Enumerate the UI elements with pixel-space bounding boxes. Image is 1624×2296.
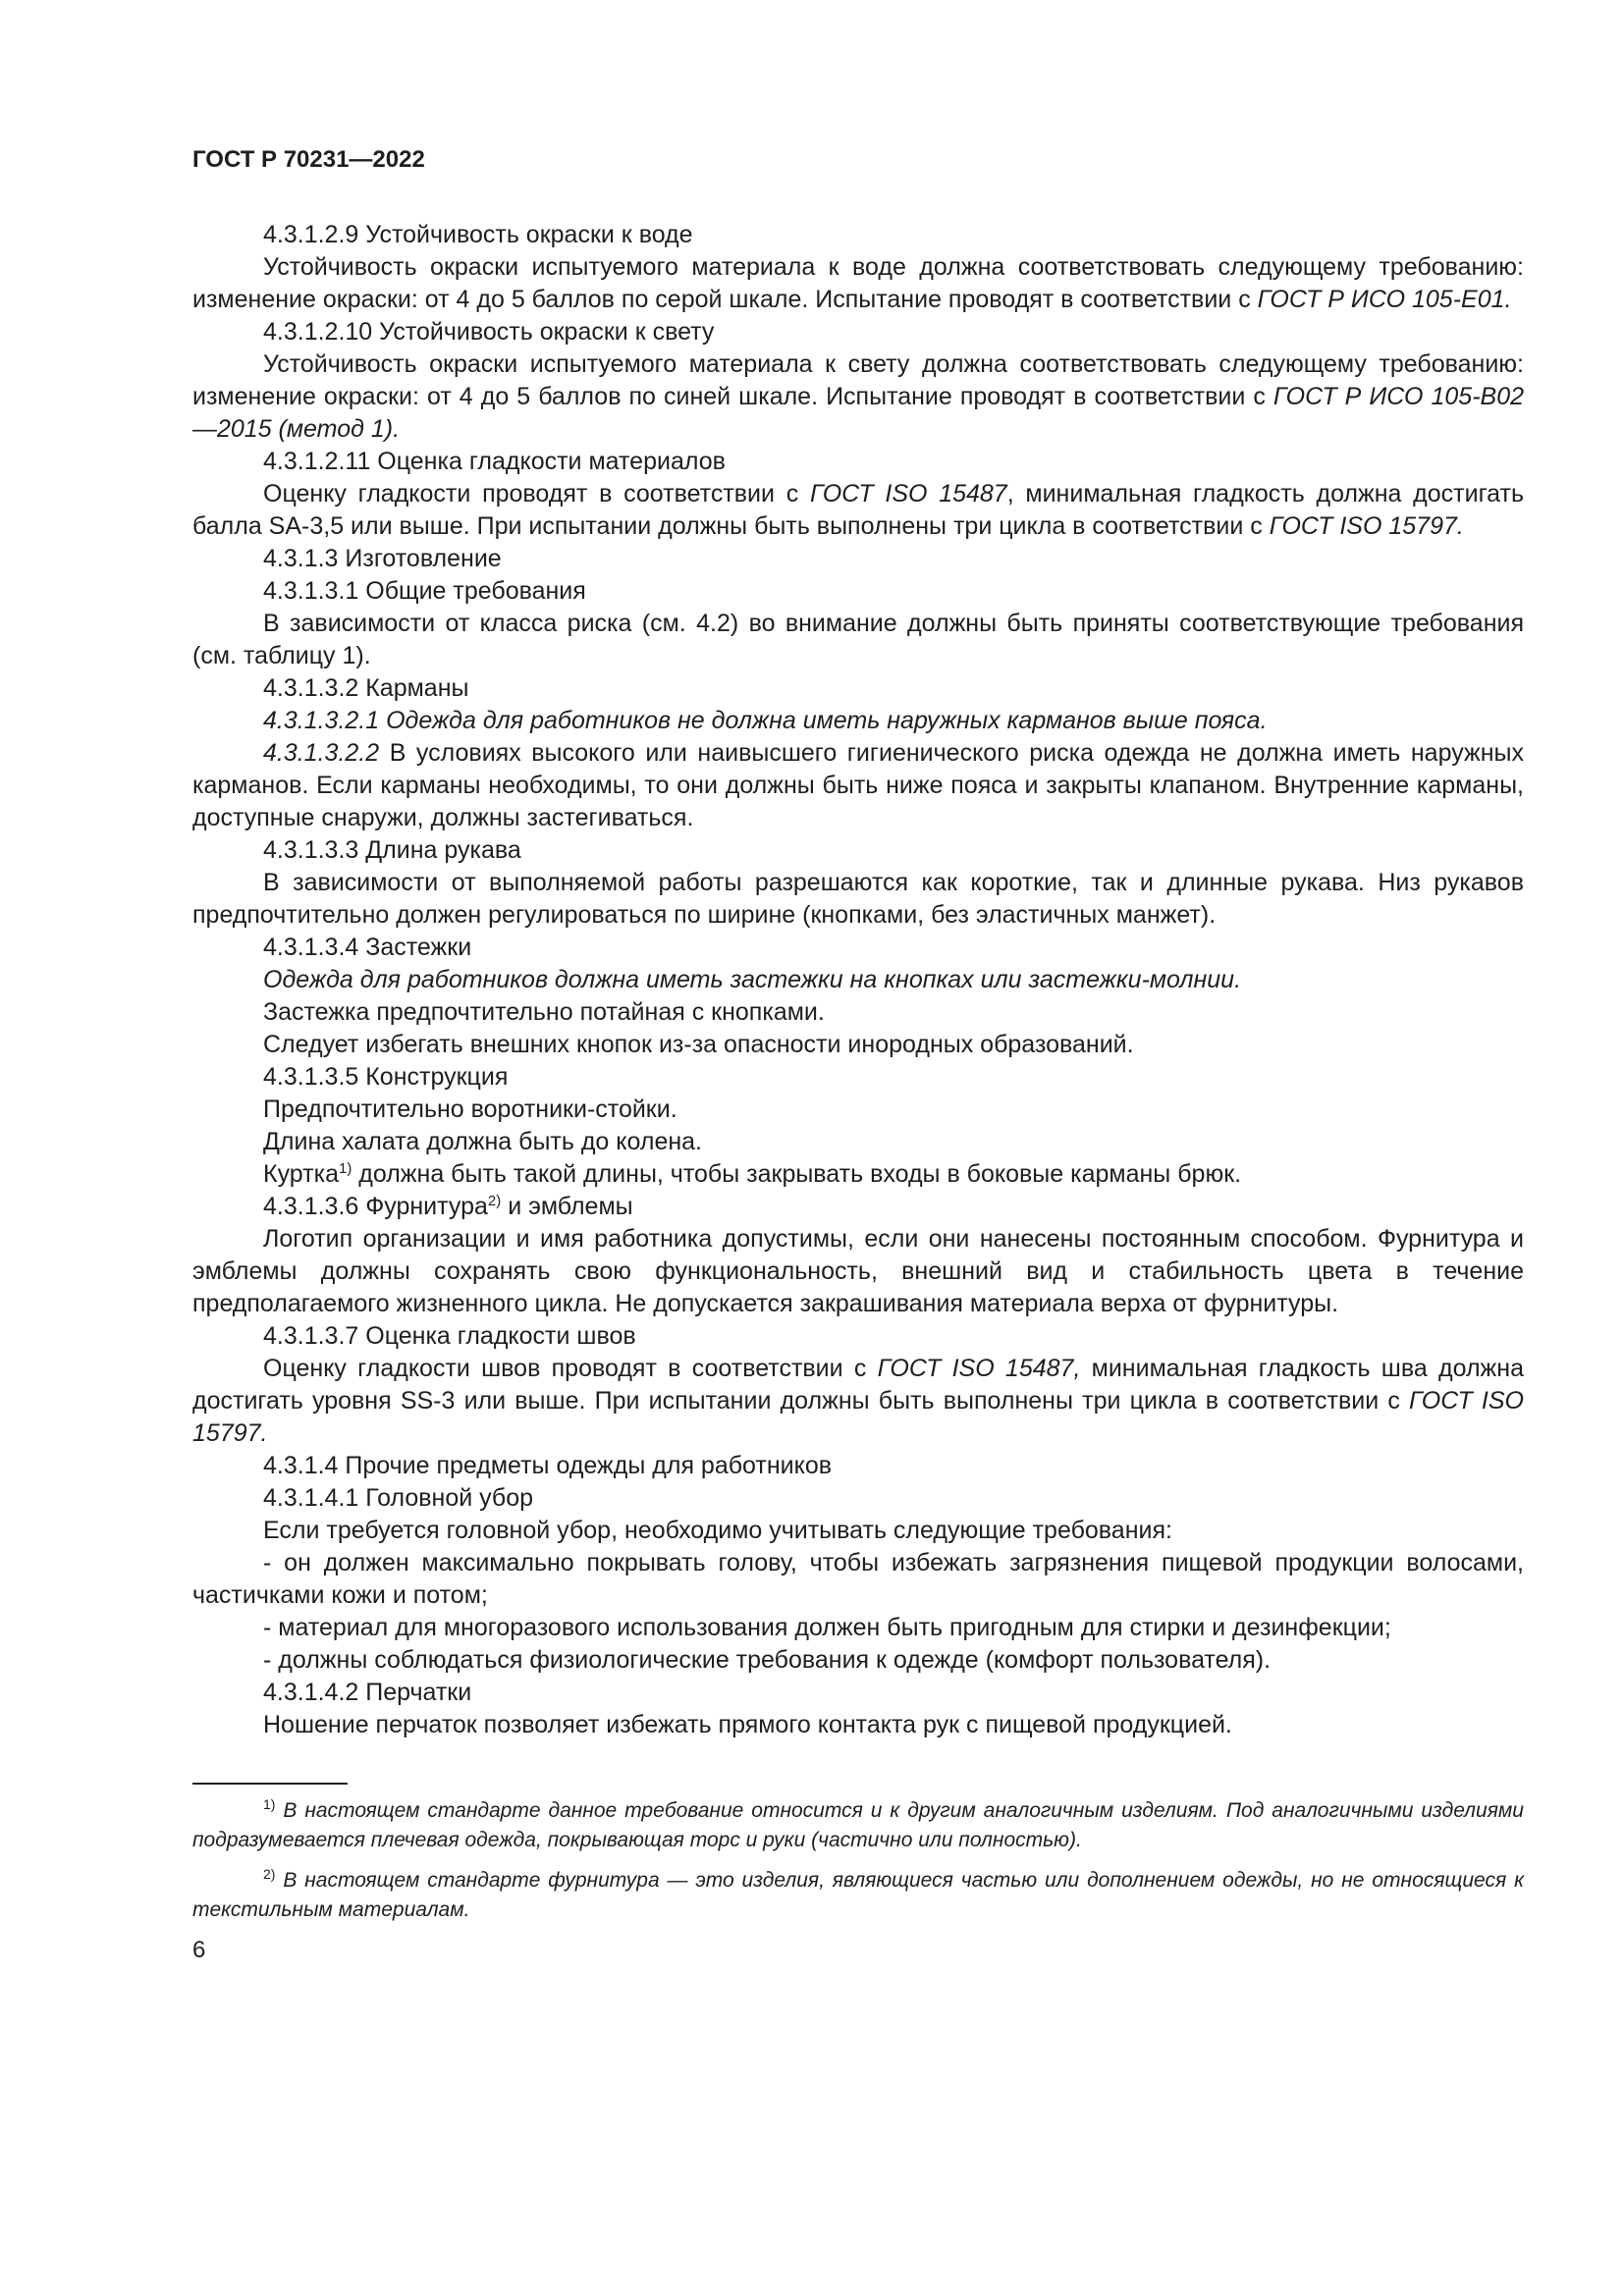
section-heading: 4.3.1.3.5 Конструкция bbox=[263, 1063, 509, 1091]
paragraph: Застежка предпочтительно потайная с кнопками. bbox=[263, 998, 825, 1026]
document-header: ГОСТ Р 70231—2022 bbox=[192, 146, 425, 173]
standard-reference: ГОСТ ISO 15487, bbox=[877, 1355, 1081, 1382]
section-heading: 4.3.1.2.9 Устойчивость окраски к воде bbox=[263, 221, 693, 248]
standard-reference: ГОСТ ISO 15797. bbox=[192, 1387, 1524, 1447]
paragraph: В зависимости от класса риска (см. 4.2) во внимание должны быть приняты соответствующие требования (см. таблицу 1). bbox=[192, 610, 1524, 669]
section-heading: 4.3.1.3.2 Карманы bbox=[263, 674, 469, 702]
standard-reference: ГОСТ ISO 15487 bbox=[809, 480, 1007, 507]
list-item: - материал для многоразового использования должен быть пригодным для стирки и дезинфекции; bbox=[263, 1614, 1391, 1641]
paragraph: Логотип организации и имя работника допустимы, если они нанесены постоянным способом. Фурнитура и эмблемы должны сохранять свою функциональность, внешний вид и стабильность цвета в течение предполагаемого жизненного цикла. Не допускается закрашивания материала верха от фурнитуры. bbox=[192, 1225, 1524, 1317]
section-heading: 4.3.1.3.4 Застежки bbox=[263, 934, 472, 961]
footnote: $^{2)}$ В настоящем стандарте фурнитура — это изделия, являющиеся частью или дополнением одежды, но не относящиеся к текстильным материалам. bbox=[192, 1866, 1524, 1921]
paragraph: 4.3.1.3.2.2 В условиях высокого или наивысшего гигиенического риска одежда не должна иметь наружных карманов. Если карманы необходимы, то они должны быть ниже пояса и закрыты клапаном. Внутренние карманы, доступные снаружи, должны застегиваться. bbox=[192, 739, 1524, 831]
paragraph: Одежда для работников должна иметь застежки на кнопках или застежки-молнии. bbox=[263, 966, 1242, 993]
paragraph: Устойчивость окраски испытуемого материала к свету должна соответствовать следующему требованию: изменение окраски: от 4 до 5 баллов по синей шкале. Испытание проводят в соответствии с ГОСТ Р ИСО 105-В02—2015 (метод 1). bbox=[192, 350, 1525, 443]
paragraph: Устойчивость окраски испытуемого материала к воде должна соответствовать следующему требованию: изменение окраски: от 4 до 5 баллов по серой шкале. Испытание проводят в соответствии с ГОСТ Р ИСО 105-Е01. bbox=[192, 253, 1524, 313]
paragraph: Ношение перчаток позволяет избежать прямого контакта рук с пищевой продукцией. bbox=[263, 1711, 1232, 1738]
section-heading: 4.3.1.4.1 Головной убор bbox=[263, 1484, 534, 1512]
paragraph: Оценку гладкости проводят в соответствии с ГОСТ ISO 15487, минимальная гладкость должна достигать балла SA-3,5 или выше. При испытании должны быть выполнены три цикла в соответствии с ГОСТ ISO 15797. bbox=[192, 480, 1524, 540]
section-heading: 4.3.1.2.11 Оценка гладкости материалов bbox=[263, 448, 726, 475]
footnote: $^{1)}$ В настоящем стандарте данное требование относится и к другим аналогичным изделиям. Под аналогичными изделиями подразумевается плечевая одежда, покрывающая торс и руки (частично или полностью). bbox=[192, 1796, 1524, 1851]
section-heading: 4.3.1.3.7 Оценка гладкости швов bbox=[263, 1322, 636, 1350]
section-heading: 4.3.1.4.2 Перчатки bbox=[263, 1679, 472, 1706]
paragraph: Если требуется головной убор, необходимо учитывать следующие требования: bbox=[263, 1517, 1172, 1544]
standard-reference: ГОСТ Р ИСО 105-В02—2015 (метод 1). bbox=[192, 383, 1525, 443]
paragraph: Следует избегать внешних кнопок из-за опасности инородных образований. bbox=[263, 1031, 1134, 1058]
paragraph: Предпочтительно воротники-стойки. bbox=[263, 1095, 677, 1123]
paragraph: 4.3.1.3.2.1 Одежда для работников не должна иметь наружных карманов выше пояса. bbox=[263, 707, 1268, 734]
footnote-marker: 2) bbox=[263, 1866, 276, 1882]
footnote-divider bbox=[192, 1783, 348, 1785]
footnote-marker: 1) bbox=[338, 1160, 352, 1177]
page-number: 6 bbox=[192, 1937, 206, 1963]
section-heading: 4.3.1.2.10 Устойчивость окраски к свету bbox=[263, 318, 715, 346]
section-heading: 4.3.1.3.3 Длина рукава bbox=[263, 836, 521, 864]
paragraph: Оценку гладкости швов проводят в соответствии с ГОСТ ISO 15487, минимальная гладкость шва должна достигать уровня SS-3 или выше. При испытании должны быть выполнены три цикла в соответствии с ГОСТ ISO 15797. bbox=[192, 1355, 1524, 1447]
section-heading: 4.3.1.3.6 Фурнитура$^{2)}$ и эмблемы bbox=[263, 1193, 633, 1220]
paragraph: Длина халата должна быть до колена. bbox=[263, 1128, 702, 1155]
footnotes bbox=[192, 1796, 1524, 1925]
section-heading: 4.3.1.3.1 Общие требования bbox=[263, 577, 586, 605]
list-item: - он должен максимально покрывать голову, чтобы избежать загрязнения пищевой продукции волосами, частичками кожи и потом; bbox=[192, 1549, 1524, 1609]
paragraph: Куртка$^{1)}$ должна быть такой длины, чтобы закрывать входы в боковые карманы брюк. bbox=[263, 1160, 1242, 1188]
section-heading: 4.3.1.3 Изготовление bbox=[263, 545, 502, 572]
paragraph: В зависимости от выполняемой работы разрешаются как короткие, так и длинные рукава. Низ рукавов предпочтительно должен регулироваться по ширине (кнопками, без эластичных манжет). bbox=[192, 869, 1524, 929]
standard-reference: ГОСТ ISO 15797. bbox=[1269, 512, 1464, 540]
footnote-marker: 1) bbox=[263, 1796, 276, 1812]
section-heading: 4.3.1.4 Прочие предметы одежды для работников bbox=[263, 1452, 833, 1479]
document-body bbox=[192, 219, 1524, 1741]
standard-reference: ГОСТ Р ИСО 105-Е01. bbox=[1257, 286, 1512, 313]
clause-number: 4.3.1.3.2.2 bbox=[263, 739, 380, 767]
footnote-marker: 2) bbox=[487, 1193, 502, 1209]
list-item: - должны соблюдаться физиологические требования к одежде (комфорт пользователя). bbox=[263, 1646, 1272, 1674]
